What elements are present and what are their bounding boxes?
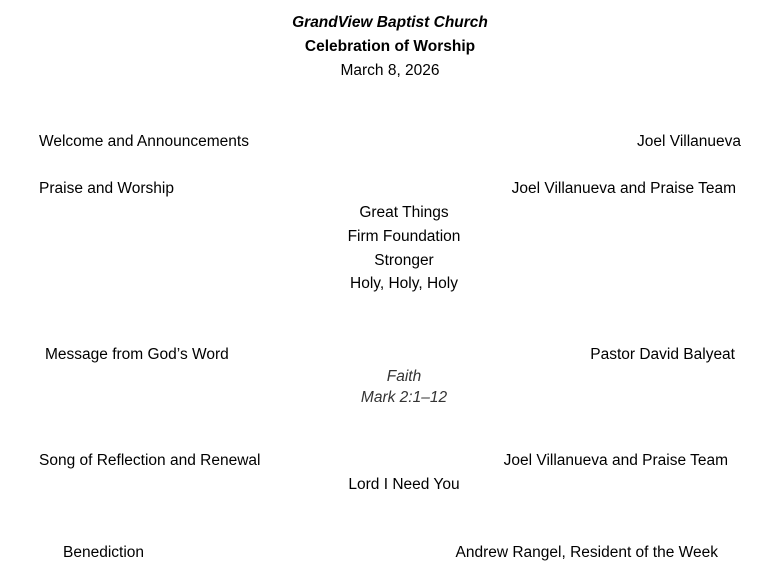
- service-date: March 8, 2026: [340, 62, 440, 79]
- praise-song-1: Great Things: [359, 204, 449, 221]
- praise-song-2: Firm Foundation: [347, 228, 461, 245]
- benediction-label: Benediction: [63, 544, 145, 561]
- message-label: Message from God’s Word: [45, 346, 229, 363]
- welcome-label: Welcome and Announcements: [39, 133, 249, 150]
- reflection-song: Lord I Need You: [348, 476, 460, 493]
- praise-leader: Joel Villanueva and Praise Team: [511, 180, 736, 197]
- praise-song-3: Stronger: [374, 252, 434, 269]
- church-name: GrandView Baptist Church: [292, 14, 488, 31]
- sermon-scripture: Mark 2:1–12: [360, 389, 448, 406]
- sermon-title: Faith: [386, 368, 422, 385]
- praise-label: Praise and Worship: [39, 180, 174, 197]
- message-leader: Pastor David Balyeat: [590, 346, 735, 363]
- reflection-leader: Joel Villanueva and Praise Team: [503, 452, 728, 469]
- praise-song-4: Holy, Holy, Holy: [350, 275, 458, 292]
- welcome-leader: Joel Villanueva: [637, 133, 741, 150]
- benediction-leader: Andrew Rangel, Resident of the Week: [455, 544, 718, 561]
- reflection-label: Song of Reflection and Renewal: [39, 452, 261, 469]
- service-title: Celebration of Worship: [304, 38, 476, 55]
